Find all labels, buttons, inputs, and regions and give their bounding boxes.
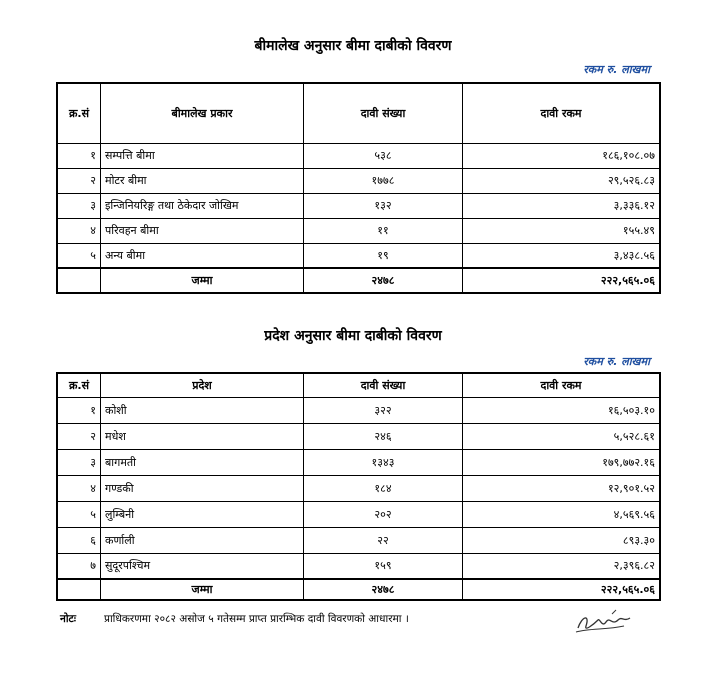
row-sn: ४	[57, 475, 101, 501]
row-province: गण्डकी	[101, 475, 304, 501]
total-sn-cell	[57, 268, 101, 293]
row-claim-count: १३४३	[304, 449, 463, 475]
total-row	[57, 268, 660, 293]
table2-unit: रकम रु. लाखमा	[583, 355, 650, 368]
row-claim-amount: १६,५०३.१०	[463, 397, 661, 423]
total-claim-count: २४७८	[304, 268, 463, 293]
table-row	[57, 527, 660, 553]
table-row	[57, 553, 660, 579]
row-province: कर्णाली	[101, 527, 304, 553]
row-claim-amount: १८६,१०८.०७	[463, 143, 661, 168]
row-sn: १	[57, 143, 101, 168]
row-claim-count: २४६	[304, 423, 463, 449]
row-policy-type: इन्जिनियरिङ्ग तथा ठेकेदार जोखिम	[101, 193, 304, 218]
row-sn: १	[57, 397, 101, 423]
header-claim-count: दावी संख्या	[304, 83, 463, 143]
footnote	[60, 612, 409, 626]
header-sn: क्र.सं	[57, 373, 101, 397]
total-row	[57, 579, 660, 600]
row-sn: ७	[57, 553, 101, 579]
row-claim-amount: ३,४३८.५६	[463, 243, 661, 268]
row-province: सुदूरपश्चिम	[101, 553, 304, 579]
row-claim-amount: १५५.४९	[463, 218, 661, 243]
table-header-row	[57, 373, 660, 397]
table-row	[57, 449, 660, 475]
table-row	[57, 501, 660, 527]
header-sn: क्र.सं	[57, 83, 101, 143]
row-sn: ५	[57, 501, 101, 527]
table-row	[57, 218, 660, 243]
table-row	[57, 243, 660, 268]
row-sn: ५	[57, 243, 101, 268]
row-sn: ४	[57, 218, 101, 243]
note-label: नोटः	[60, 613, 76, 625]
row-sn: २	[57, 423, 101, 449]
total-claim-count: २४७८	[304, 579, 463, 600]
table-row	[57, 193, 660, 218]
table-row	[57, 143, 660, 168]
header-policy-type: बीमालेख प्रकार	[101, 83, 304, 143]
table-row	[57, 168, 660, 193]
row-claim-amount: ३,३३६.१२	[463, 193, 661, 218]
total-label: जम्मा	[101, 268, 304, 293]
row-province: कोशी	[101, 397, 304, 423]
row-policy-type: सम्पत्ति बीमा	[101, 143, 304, 168]
table2-title: प्रदेश अनुसार बीमा दाबीको विवरण	[264, 328, 442, 344]
row-sn: ६	[57, 527, 101, 553]
total-label: जम्मा	[101, 579, 304, 600]
row-claim-count: १९	[304, 243, 463, 268]
total-claim-amount: २२२,५६५.०६	[463, 268, 661, 293]
row-claim-amount: ४,५६९.५६	[463, 501, 661, 527]
row-sn: ३	[57, 449, 101, 475]
row-claim-amount: ५,५२८.६१	[463, 423, 661, 449]
table-header-row	[57, 83, 660, 143]
signature-icon	[572, 606, 636, 640]
table1-unit: रकम रु. लाखमा	[583, 63, 650, 76]
total-sn-cell	[57, 579, 101, 600]
row-claim-count: २२	[304, 527, 463, 553]
row-claim-count: ११	[304, 218, 463, 243]
table1-title: बीमालेख अनुसार बीमा दाबीको विवरण	[254, 38, 452, 54]
row-policy-type: अन्य बीमा	[101, 243, 304, 268]
row-policy-type: मोटर बीमा	[101, 168, 304, 193]
row-sn: २	[57, 168, 101, 193]
table-row	[57, 423, 660, 449]
row-claim-count: १५९	[304, 553, 463, 579]
row-claim-amount: २९,५२६.८३	[463, 168, 661, 193]
row-province: लुम्बिनी	[101, 501, 304, 527]
row-policy-type: परिवहन बीमा	[101, 218, 304, 243]
claims-by-policy-table	[56, 82, 661, 294]
header-claim-amount: दावी रकम	[463, 83, 661, 143]
row-sn: ३	[57, 193, 101, 218]
row-claim-count: २०२	[304, 501, 463, 527]
row-claim-count: १८४	[304, 475, 463, 501]
row-province: बागमती	[101, 449, 304, 475]
row-claim-amount: १२,९०१.५२	[463, 475, 661, 501]
claims-by-province-table	[56, 372, 661, 601]
row-claim-count: १३२	[304, 193, 463, 218]
row-claim-amount: २,३९६.८२	[463, 553, 661, 579]
header-claim-amount: दावी रकम	[463, 373, 661, 397]
table-row	[57, 397, 660, 423]
total-claim-amount: २२२,५६५.०६	[463, 579, 661, 600]
row-claim-count: ५३८	[304, 143, 463, 168]
row-claim-amount: ८९३.३०	[463, 527, 661, 553]
note-text: प्राधिकरणमा २०८२ असोज ५ गतेसम्म प्राप्त प्रारम्भिक दावी विवरणको आधारमा ।	[103, 613, 409, 625]
row-province: मधेश	[101, 423, 304, 449]
row-claim-count: १७७८	[304, 168, 463, 193]
header-province: प्रदेश	[101, 373, 304, 397]
row-claim-amount: १७९,७७२.१६	[463, 449, 661, 475]
header-claim-count: दावी संख्या	[304, 373, 463, 397]
table-row	[57, 475, 660, 501]
row-claim-count: ३२२	[304, 397, 463, 423]
